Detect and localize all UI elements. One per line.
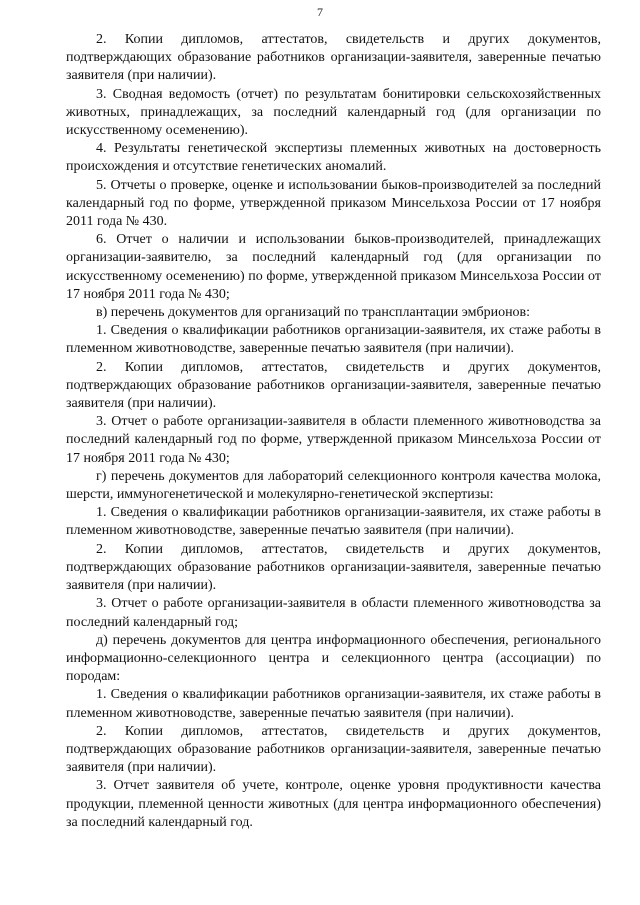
paragraph: 2. Копии дипломов, аттестатов, свидетельств и других документов, подтверждающих образование работников организации-заявителя, заверенные печатью заявителя (при наличии). [66,359,601,412]
paragraph: 2. Копии дипломов, аттестатов, свидетельств и других документов, подтверждающих образование работников организации-заявителя, заверенные печатью заявителя (при наличии). [66,541,601,594]
paragraph: 1. Сведения о квалификации работников организации-заявителя, их стаже работы в племенном животноводстве, заверенные печатью заявителя (при наличии). [66,687,601,721]
paragraph: 3. Отчет о работе организации-заявителя в области племенного животноводства за последний календарный год; [66,596,601,630]
paragraph: 1. Сведения о квалификации работников организации-заявителя, их стаже работы в племенном животноводстве, заверенные печатью заявителя (при наличии). [66,323,601,357]
paragraph: 3. Отчет о работе организации-заявителя в области племенного животноводства за последний календарный год по форме, утвержденной приказом Минсельхоза России от 17 ноября 2011 года № 430; [66,414,601,466]
section-heading-v: в) перечень документов для организаций по трансплантации эмбрионов: [96,305,531,321]
page-number: 7 [317,5,323,19]
paragraph: 2. Копии дипломов, аттестатов, свидетельств и других документов, подтверждающих образование работников организации-заявителя, заверенные печатью заявителя (при наличии). [66,723,601,776]
paragraph: 6. Отчет о наличии и использовании быков-производителей, принадлежащих организации-заявителю, за последний календарный год (для организации по искусственному осеменению) по форме, утвержденной приказом Минсельхоза России от 17 ноября 2011 года № 430; [66,232,601,302]
document-body [66,31,601,832]
paragraph: 2. Копии дипломов, аттестатов, свидетельств и других документов, подтверждающих образование работников организации-заявителя, заверенные печатью заявителя (при наличии). [66,32,601,84]
paragraph: 1. Сведения о квалификации работников организации-заявителя, их стаже работы в племенном животноводстве, заверенные печатью заявителя (при наличии). [66,505,601,539]
paragraph: 4. Результаты генетической экспертизы племенных животных на достоверность происхождения и отсутствие генетических аномалий. [66,141,601,175]
paragraph: 3. Сводная ведомость (отчет) по результатам бонитировки сельскохозяйственных животных, принадлежащих, за последний календарный год (для организации по искусственному осеменению). [66,86,601,139]
section-heading-g: г) перечень документов для лабораторий селекционного контроля качества молока, шерсти, иммуногенетической и молекулярно-генетической экспертизы: [66,468,601,503]
paragraph: 3. Отчет заявителя об учете, контроле, оценке уровня продуктивности качества продукции, племенной ценности животных (для центра информационного обеспечения) за последний календарный год. [66,778,601,830]
paragraph: 5. Отчеты о проверке, оценке и использовании быков-производителей за последний календарный год по форме, утвержденной приказом Минсельхоза России от 17 ноября 2011 года № 430. [66,177,601,230]
section-heading-d: д) перечень документов для центра информационного обеспечения, регионального информационно-селекционного центра и селекционного центра (ассоциации) по породам: [66,632,601,685]
